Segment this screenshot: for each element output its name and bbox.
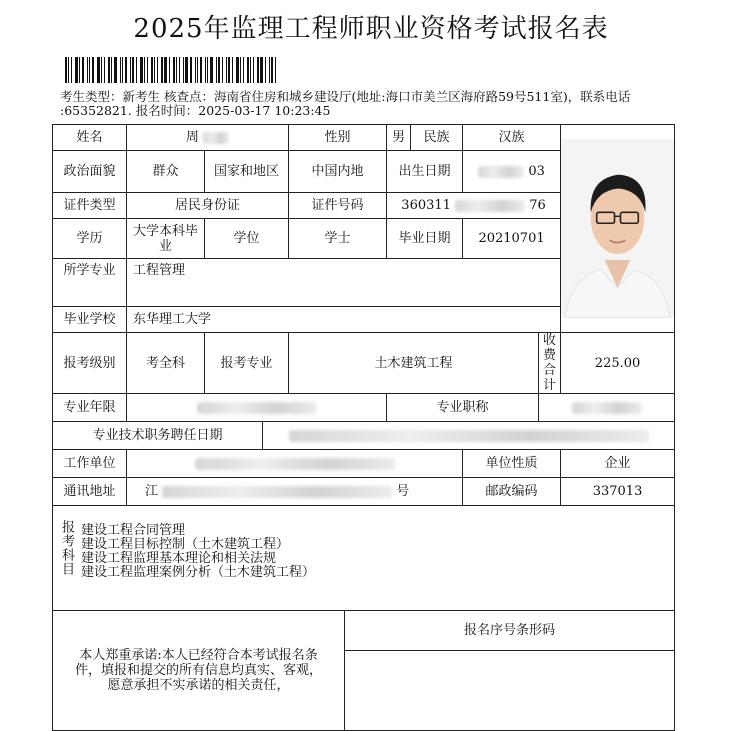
barcode-bar xyxy=(185,57,188,83)
years-redaction xyxy=(197,402,317,414)
work-redaction xyxy=(195,458,395,470)
barcode-bar xyxy=(71,57,72,83)
barcode-label: 报名序号条形码 xyxy=(345,611,675,651)
pledge-line: 愿意承担不实承诺的相关责任， xyxy=(107,678,290,693)
work-label: 工作单位 xyxy=(53,450,127,478)
barcode-bar xyxy=(144,57,145,83)
barcode-bar xyxy=(240,57,241,83)
barcode-bar xyxy=(218,57,220,83)
barcode-bar xyxy=(130,57,131,83)
barcode-bar xyxy=(111,57,112,83)
barcode-bar xyxy=(179,57,180,83)
addr-prefix: 江 xyxy=(145,484,159,499)
idno-field xyxy=(387,193,561,219)
title-redaction xyxy=(572,402,642,414)
fee-label: 收费合计 xyxy=(539,333,561,394)
addr-label: 通讯地址 xyxy=(53,478,127,506)
barcode-bar xyxy=(173,57,175,83)
barcode-bar xyxy=(82,57,84,83)
zip-value: 337013 xyxy=(561,478,675,506)
unit-type-value: 企业 xyxy=(561,450,675,478)
barcode-bar xyxy=(232,57,233,83)
degree-label: 学位 xyxy=(205,219,289,259)
major-label: 所学专业 xyxy=(53,259,127,307)
barcode-bar xyxy=(151,57,153,83)
level-label: 报考级别 xyxy=(53,333,127,394)
meta-line-1: 考生类型：新考生 核查点：海南省住房和城乡建设厅(地址:海口市美兰区海府路59号511室)，联系电话 xyxy=(60,90,631,104)
subject-item: 建设工程监理案例分析（土木建筑工程） xyxy=(81,565,316,580)
barcode-bar xyxy=(236,57,239,83)
idno-suffix: 76 xyxy=(529,198,546,213)
title-label: 专业职称 xyxy=(387,394,539,422)
unit-type-label: 单位性质 xyxy=(463,450,561,478)
barcode-bar xyxy=(197,57,198,83)
pledge-line: 本人郑重承诺:本人已经符合本考试报名条 xyxy=(79,648,318,663)
major-value: 工程管理 xyxy=(127,259,561,307)
idno-redaction xyxy=(455,200,525,212)
applicant-meta xyxy=(60,90,730,118)
barcode-bar xyxy=(228,57,230,83)
title-value xyxy=(539,394,675,422)
addr-redaction xyxy=(162,486,392,498)
barcode-bar xyxy=(132,57,134,83)
addr-field xyxy=(127,478,463,506)
registration-form-table xyxy=(52,124,675,731)
barcode-bar xyxy=(97,57,100,83)
work-value xyxy=(127,450,463,478)
exam-major-value: 土木建筑工程 xyxy=(289,333,539,394)
subjects-list xyxy=(77,506,319,584)
school-label: 毕业学校 xyxy=(53,307,127,333)
subject-item: 建设工程目标控制（土木建筑工程） xyxy=(81,537,290,552)
idtype-value: 居民身份证 xyxy=(127,193,289,219)
barcode-bar xyxy=(136,57,137,83)
ethnic-label: 民族 xyxy=(411,125,463,151)
barcode-bar xyxy=(190,57,192,83)
barcode-bar xyxy=(207,57,208,83)
fee-value: 225.00 xyxy=(561,333,675,394)
applicant-photo xyxy=(561,125,675,333)
subjects-label xyxy=(53,506,77,580)
appoint-label: 专业技术职务聘任日期 xyxy=(53,422,263,450)
region-value: 中国内地 xyxy=(289,151,387,193)
barcode-bar xyxy=(216,57,217,83)
meta-line-2: :65352821. 报名时间：2025-03-17 10:23:45 xyxy=(60,104,331,118)
barcode-bar xyxy=(200,57,202,83)
barcode-bar xyxy=(271,57,273,83)
barcode-bar xyxy=(250,57,251,83)
barcode-bar xyxy=(125,57,127,83)
form-title: 2025年监理工程师职业资格考试报名表 xyxy=(133,14,609,44)
birth-value-suffix: 03 xyxy=(528,164,545,179)
barcode-bar xyxy=(210,57,213,83)
barcode-bar xyxy=(157,57,158,83)
barcode-bar xyxy=(154,57,155,83)
barcode-bar xyxy=(65,57,67,83)
school-value: 东华理工大学 xyxy=(127,307,561,333)
appoint-value xyxy=(263,422,675,450)
barcode-bar xyxy=(101,57,102,83)
barcode-bar xyxy=(120,57,121,83)
birth-label: 出生日期 xyxy=(387,151,463,193)
ethnic-value: 汉族 xyxy=(463,125,561,151)
name-value: 周 xyxy=(185,130,199,145)
region-label: 国家和地区 xyxy=(205,151,289,193)
barcode-bar xyxy=(243,57,244,83)
level-value: 考全科 xyxy=(127,333,205,394)
barcode-bar xyxy=(226,57,227,83)
barcode-bar xyxy=(122,57,123,83)
years-label: 专业年限 xyxy=(53,394,127,422)
barcode-bar xyxy=(164,57,167,83)
barcode-bar xyxy=(161,57,163,83)
appoint-redaction xyxy=(289,430,649,442)
portrait-image xyxy=(561,139,674,317)
barcode-bar xyxy=(253,57,254,83)
barcode-bar xyxy=(147,57,148,83)
barcode-bar xyxy=(87,57,88,83)
barcode-bar xyxy=(260,57,263,83)
subject-item: 建设工程监理基本理论和相关法规 xyxy=(81,551,277,566)
name-redaction xyxy=(203,132,229,144)
barcode-bar xyxy=(247,57,249,83)
years-value xyxy=(127,394,387,422)
idtype-label: 证件类型 xyxy=(53,193,127,219)
barcode-bar xyxy=(140,57,143,83)
pledge-line: 件，填报和提交的所有信息均真实、客观， xyxy=(75,663,323,678)
barcode-bar xyxy=(89,57,90,83)
barcode-bar xyxy=(269,57,270,83)
barcode-area xyxy=(345,651,675,731)
birth-redaction xyxy=(478,166,524,178)
barcode-bar xyxy=(92,57,94,83)
subjects-label-text: 报考科目 xyxy=(59,520,74,576)
barcode-bar xyxy=(169,57,170,83)
name-field xyxy=(127,125,289,151)
barcode-bar xyxy=(265,57,266,83)
barcode-bar xyxy=(195,57,196,83)
subjects-section xyxy=(53,506,675,611)
idno-prefix: 360311 xyxy=(401,198,451,213)
gender-value: 男 xyxy=(387,125,411,151)
exam-major-label: 报考专业 xyxy=(205,333,289,394)
barcode-bar xyxy=(104,57,105,83)
political-value: 群众 xyxy=(127,151,205,193)
political-label: 政治面貌 xyxy=(53,151,127,193)
barcode-bar xyxy=(114,57,117,83)
barcode-bar xyxy=(108,57,110,83)
barcode-bar xyxy=(176,57,177,83)
barcode-bar xyxy=(222,57,223,83)
barcode-image xyxy=(65,57,307,83)
barcode-bar xyxy=(79,57,80,83)
barcode-bar xyxy=(183,57,184,83)
barcode-bar xyxy=(75,57,78,83)
barcode-bar xyxy=(275,57,276,83)
barcode-bar xyxy=(257,57,259,83)
zip-label: 邮政编码 xyxy=(463,478,561,506)
barcode-bar xyxy=(68,57,69,83)
barcode-bar xyxy=(205,57,206,83)
name-label: 姓名 xyxy=(53,125,127,151)
edu-value: 大学本科毕业 xyxy=(127,219,205,259)
grad-date-label: 毕业日期 xyxy=(387,219,463,259)
subject-item: 建设工程合同管理 xyxy=(81,523,186,538)
gender-label: 性别 xyxy=(289,125,387,151)
pledge-text xyxy=(53,611,345,731)
degree-value: 学士 xyxy=(289,219,387,259)
idno-label: 证件号码 xyxy=(289,193,387,219)
grad-date-value: 20210701 xyxy=(463,219,561,259)
birth-field xyxy=(463,151,561,193)
addr-suffix: 号 xyxy=(396,484,410,499)
edu-label: 学历 xyxy=(53,219,127,259)
